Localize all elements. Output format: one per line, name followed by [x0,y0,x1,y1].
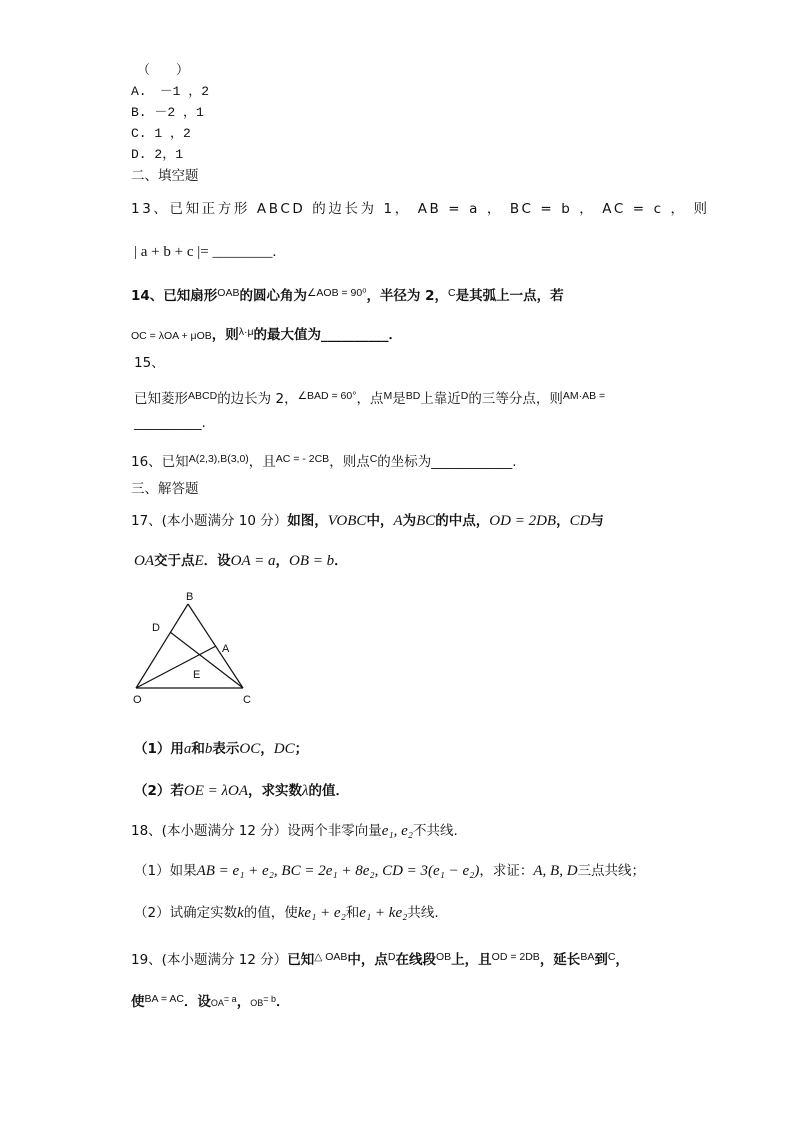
q15-blank: __________. [134,415,206,431]
label-d: D [152,622,160,634]
label-b: B [186,591,194,603]
q19-line1: 19、(本小题满分 12 分）已知$^{\triangle OAB}$中，点$^D$在线段$^{OB}$上，且$^{OD = 2DB}$，延长$^{BA}$到$^C$， [131,951,629,968]
q16-line: 16、已知$^{A(2,3),B(3,0)}$，且$^{AC = - 2CB}$，则点$^C$的坐标为____________. [131,453,517,470]
section-fill-in: 二、填空题 [131,168,199,184]
q17-line2: OA交于点E．设OA = a，OB = b． [134,553,348,569]
label-a: A [222,643,230,655]
q15-line1: 已知菱形$^{ABCD}$的边长为 2，$^{\angle BAD = 60^\circ}$，点$^M$是$^{BD}$上靠近$^D$的三等分点，则$^{AM\cdot AB =}$ [134,390,606,407]
q13-line2: | a + b + c |= ________. [134,244,277,260]
label-e: E [193,669,201,681]
q18-sub1: （1）如果AB = e₁ + e₂, BC = 2e₁ + 8e₂, CD = 3(e₁ − e₂)，求证：A, B, D三点共线； [134,863,646,879]
q14-line2: OC = λOA + μOB，则$^{\lambda\cdot\mu}$的最大值为__________． [131,326,403,343]
section-answer: 三、解答题 [131,481,199,497]
option-a: A. －1 ，2 [131,84,210,99]
label-c: C [243,694,251,706]
side-ob [136,604,188,688]
q17-triangle-figure [125,585,265,710]
segment-oa [136,646,216,688]
q17-sub1: （1）用a和b表示OC，DC； [134,741,309,757]
q18-sub2: （2）试确定实数k的值，使ke₁ + e₂和e₁ + ke₂共线. [134,905,439,921]
label-o: O [133,694,142,706]
q17-line1: 17、(本小题满分 10 分）如图，VOBC中，A为BC的中点，OD = 2DB，CD与 [131,513,604,529]
q14-line1: 14、已知扇形$^{OAB}$的圆心角为$^{\angle AOB = 90^0}$，半径为 2，$^C$是其弧上一点，若 [131,287,564,304]
q17-sub2: （2）若OE = λOA，求实数λ的值． [134,783,350,799]
q18-line1: 18、(本小题满分 12 分）设两个非零向量e₁, e₂不共线. [131,823,458,839]
q19-line2: 使$^{BA = AC}$．设$OA^{= a}$，$OB^{= b}$． [131,993,290,1010]
option-d: D. 2，1 [131,147,184,162]
option-c: C. 1 ，2 [131,126,191,141]
q15-number: 15、 [134,355,165,371]
option-b: B. －2 ，1 [131,105,204,120]
segment-dc [170,632,243,688]
q13-line1: 13、已知正方形 ABCD 的边长为 1， AB = a ， BC = b ， AC = c ， 则 [131,201,710,217]
mc-paren: （ ） [137,63,190,78]
